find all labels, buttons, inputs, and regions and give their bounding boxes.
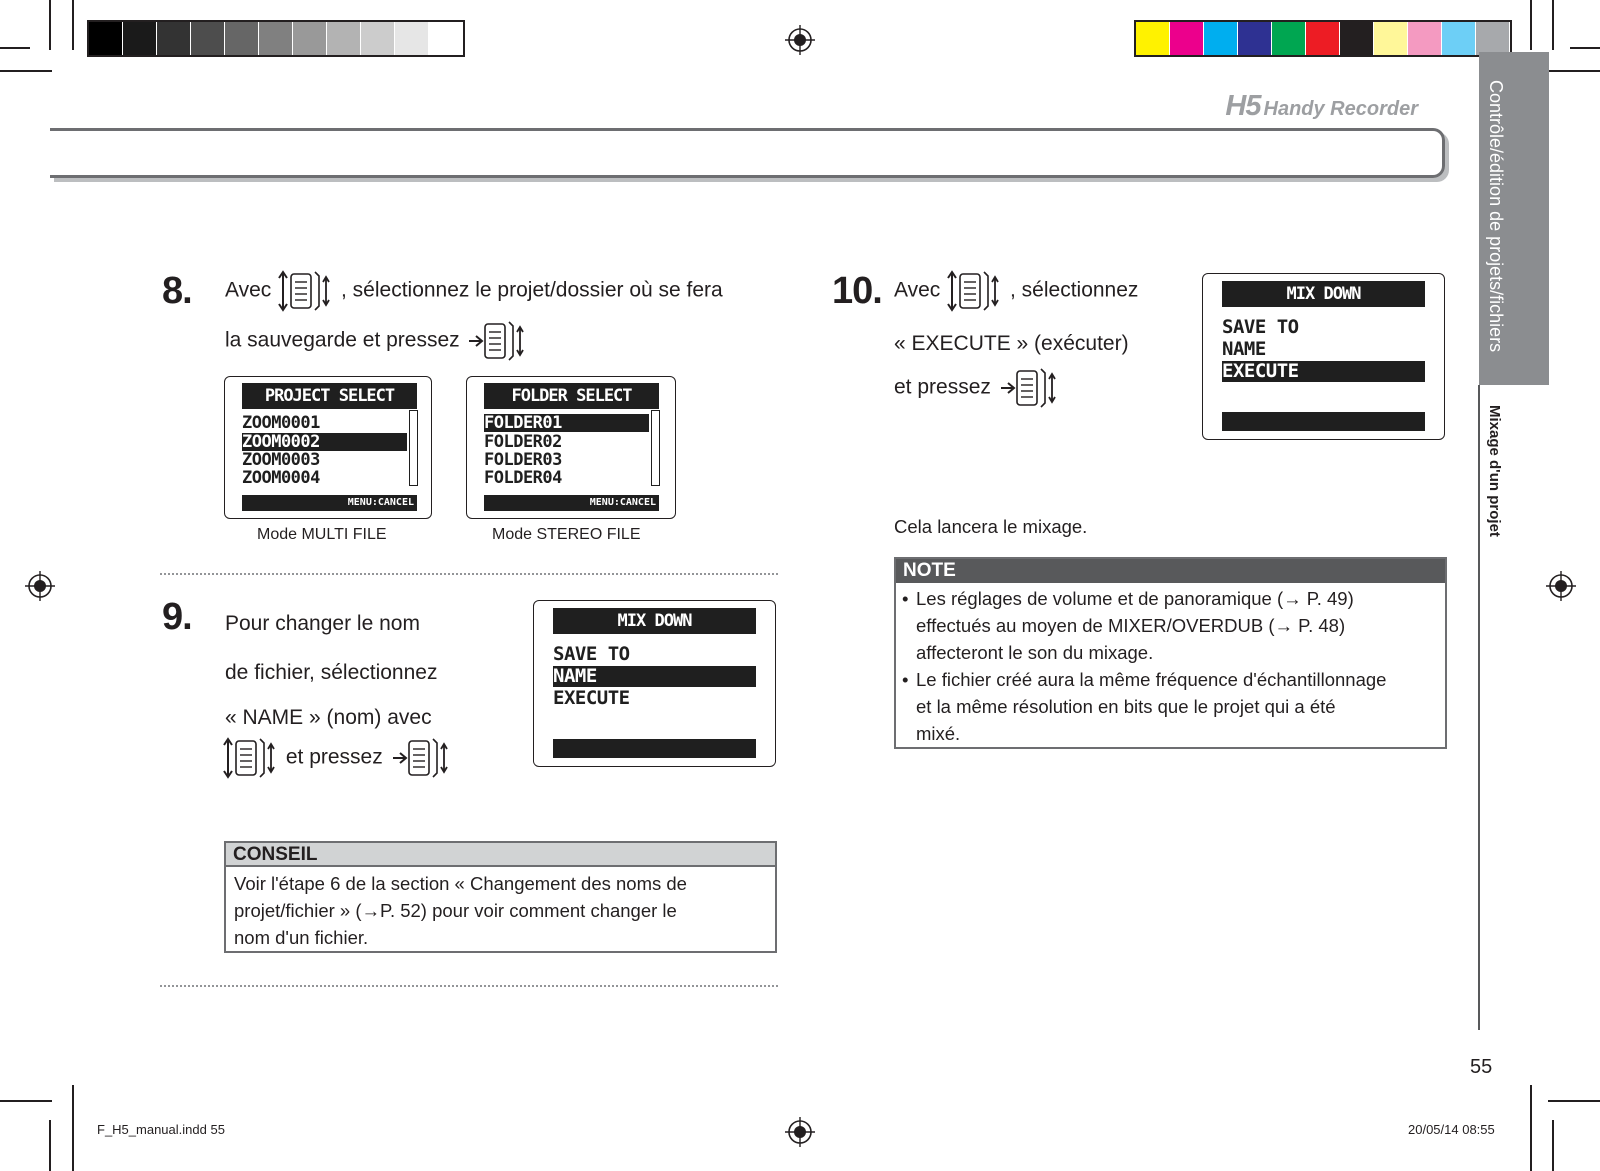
lcd-title: PROJECT SELECT	[242, 383, 417, 409]
crop-mark	[72, 1085, 74, 1171]
note-bullet	[902, 585, 1439, 666]
color-swatch	[1170, 22, 1204, 55]
tip-text	[234, 870, 769, 951]
lcd-footer-bar	[553, 739, 756, 758]
lcd-title: MIX DOWN	[1222, 281, 1425, 307]
page-number: 55	[1470, 1056, 1493, 1078]
process-color-bar	[1134, 20, 1512, 57]
lcd-title: FOLDER SELECT	[484, 383, 659, 409]
color-swatch	[1476, 22, 1510, 55]
section-divider	[160, 573, 778, 575]
tip-line: projet/fichier » (→P. 52) pour voir comment changer le	[234, 900, 677, 921]
step-text-part: et pressez	[894, 375, 991, 399]
color-swatch	[361, 22, 395, 55]
color-swatch	[327, 22, 361, 55]
scroll-switch-icon	[946, 268, 1004, 314]
note-title: NOTE	[896, 559, 1445, 583]
note-line: Les réglages de volume et de panoramique (→ P. 49)	[916, 588, 1354, 609]
result-text: Cela lancera le mixage.	[894, 516, 1088, 537]
screen-caption: Mode MULTI FILE	[257, 526, 387, 543]
crop-mark	[1552, 0, 1554, 50]
color-swatch	[123, 22, 157, 55]
side-divider	[1478, 385, 1480, 1030]
step-text-part: la sauvegarde et pressez	[225, 328, 460, 352]
lcd-screen-execute	[1202, 273, 1445, 440]
step-text-part: , sélectionnez le projet/dossier où se fera	[341, 278, 723, 302]
lcd-scrollbar	[409, 410, 418, 486]
lcd-footer: MENU:CANCEL	[242, 495, 417, 511]
step-text-part: Avec	[894, 278, 941, 302]
lcd-scrollbar	[651, 410, 660, 486]
registration-mark-icon	[25, 571, 55, 601]
color-swatch	[1204, 22, 1238, 55]
press-switch-icon	[465, 318, 527, 364]
step-number: 8.	[162, 270, 192, 312]
crop-mark	[0, 47, 30, 49]
registration-mark-icon	[1546, 571, 1576, 601]
crop-mark	[49, 0, 51, 50]
step-text: « EXECUTE » (exécuter)	[894, 332, 1129, 355]
step-text	[225, 318, 527, 364]
crop-mark	[1552, 1120, 1554, 1171]
lcd-item: ZOOM0004	[242, 468, 320, 488]
lcd-item-selected: NAME	[553, 666, 756, 687]
lcd-item: NAME	[1222, 338, 1266, 360]
tip-line: Voir l'étape 6 de la section « Changement des noms de	[234, 873, 687, 894]
color-swatch	[1340, 22, 1374, 55]
color-swatch	[1374, 22, 1408, 55]
color-swatch	[1408, 22, 1442, 55]
lcd-item: FOLDER02	[484, 432, 562, 452]
lcd-screen-stereo	[466, 376, 676, 519]
lcd-item: SAVE TO	[553, 643, 630, 665]
color-swatch	[429, 22, 463, 55]
color-swatch	[259, 22, 293, 55]
note-text	[902, 585, 1439, 747]
registration-mark-icon	[785, 25, 815, 55]
crop-mark	[72, 0, 74, 50]
scroll-switch-icon	[222, 735, 280, 781]
color-swatch	[157, 22, 191, 55]
bullet-icon: •	[902, 669, 909, 690]
crop-mark	[0, 1100, 52, 1102]
step-number: 9.	[162, 596, 192, 638]
lcd-item: EXECUTE	[553, 687, 630, 709]
brand-model: H5	[1225, 90, 1261, 122]
press-switch-icon	[997, 365, 1059, 411]
color-swatch	[1306, 22, 1340, 55]
step-text: de fichier, sélectionnez	[225, 661, 438, 684]
step-text-part: , sélectionnez	[1010, 278, 1139, 302]
brand-subtitle: Handy Recorder	[1263, 98, 1418, 120]
step-text-part: et pressez	[285, 745, 383, 769]
crop-mark	[1548, 1100, 1600, 1102]
registration-mark-icon	[785, 1117, 815, 1147]
footer-file: F_H5_manual.indd 55	[97, 1122, 225, 1137]
section-divider	[160, 985, 778, 987]
gray-color-bar	[87, 20, 465, 57]
crop-mark	[1530, 0, 1532, 50]
subsection-label: Mixage d'un projet	[1486, 405, 1503, 537]
step-text	[222, 735, 451, 781]
tip-box	[224, 841, 777, 953]
brand-header	[1225, 90, 1418, 123]
step-text	[894, 268, 1138, 314]
lcd-item: ZOOM0001	[242, 413, 320, 433]
lcd-item: SAVE TO	[1222, 316, 1299, 338]
crop-mark	[1548, 70, 1600, 72]
note-line: Le fichier créé aura la même fréquence d'échantillonnage	[916, 669, 1387, 690]
lcd-footer: MENU:CANCEL	[484, 495, 659, 511]
color-swatch	[225, 22, 259, 55]
step-text-part: Avec	[225, 278, 272, 302]
lcd-screen-mixdown	[533, 600, 776, 767]
step-text: Pour changer le nom	[225, 612, 420, 635]
tip-title: CONSEIL	[226, 843, 775, 867]
lcd-item: FOLDER04	[484, 468, 562, 488]
step-text	[225, 268, 723, 314]
lcd-item-selected: FOLDER01	[484, 414, 649, 432]
press-switch-icon	[389, 735, 451, 781]
crop-mark	[1530, 1085, 1532, 1171]
note-bullet	[902, 666, 1439, 747]
footer-date: 20/05/14 08:55	[1408, 1122, 1495, 1137]
tip-line: nom d'un fichier.	[234, 927, 369, 948]
color-swatch	[395, 22, 429, 55]
lcd-footer-bar	[1222, 412, 1425, 431]
lcd-item-selected: EXECUTE	[1222, 361, 1425, 382]
lcd-item: ZOOM0003	[242, 450, 320, 470]
note-line: et la même résolution en bits que le projet qui a été	[916, 696, 1336, 717]
screen-caption: Mode STEREO FILE	[492, 526, 641, 543]
bullet-icon: •	[902, 588, 909, 609]
header-bar	[50, 128, 1445, 178]
step-text	[894, 365, 1059, 411]
crop-mark	[1570, 47, 1600, 49]
note-box	[894, 557, 1447, 749]
crop-mark	[49, 1120, 51, 1171]
step-number: 10.	[832, 270, 882, 312]
color-swatch	[1442, 22, 1476, 55]
color-swatch	[1136, 22, 1170, 55]
note-line: affecteront le son du mixage.	[916, 642, 1154, 663]
color-swatch	[191, 22, 225, 55]
step-text: « NAME » (nom) avec	[225, 706, 432, 729]
color-swatch	[293, 22, 327, 55]
section-tab-label: Contrôle/édition de projets/fichiers	[1486, 80, 1506, 353]
lcd-screen-multi	[224, 376, 432, 519]
lcd-title: MIX DOWN	[553, 608, 756, 634]
note-line: effectués au moyen de MIXER/OVERDUB (→ P. 48)	[916, 615, 1346, 636]
color-swatch	[89, 22, 123, 55]
lcd-item-selected: ZOOM0002	[242, 433, 407, 451]
scroll-switch-icon	[277, 268, 335, 314]
crop-mark	[0, 70, 52, 72]
lcd-item: FOLDER03	[484, 450, 562, 470]
note-line: mixé.	[916, 723, 961, 744]
color-swatch	[1238, 22, 1272, 55]
color-swatch	[1272, 22, 1306, 55]
